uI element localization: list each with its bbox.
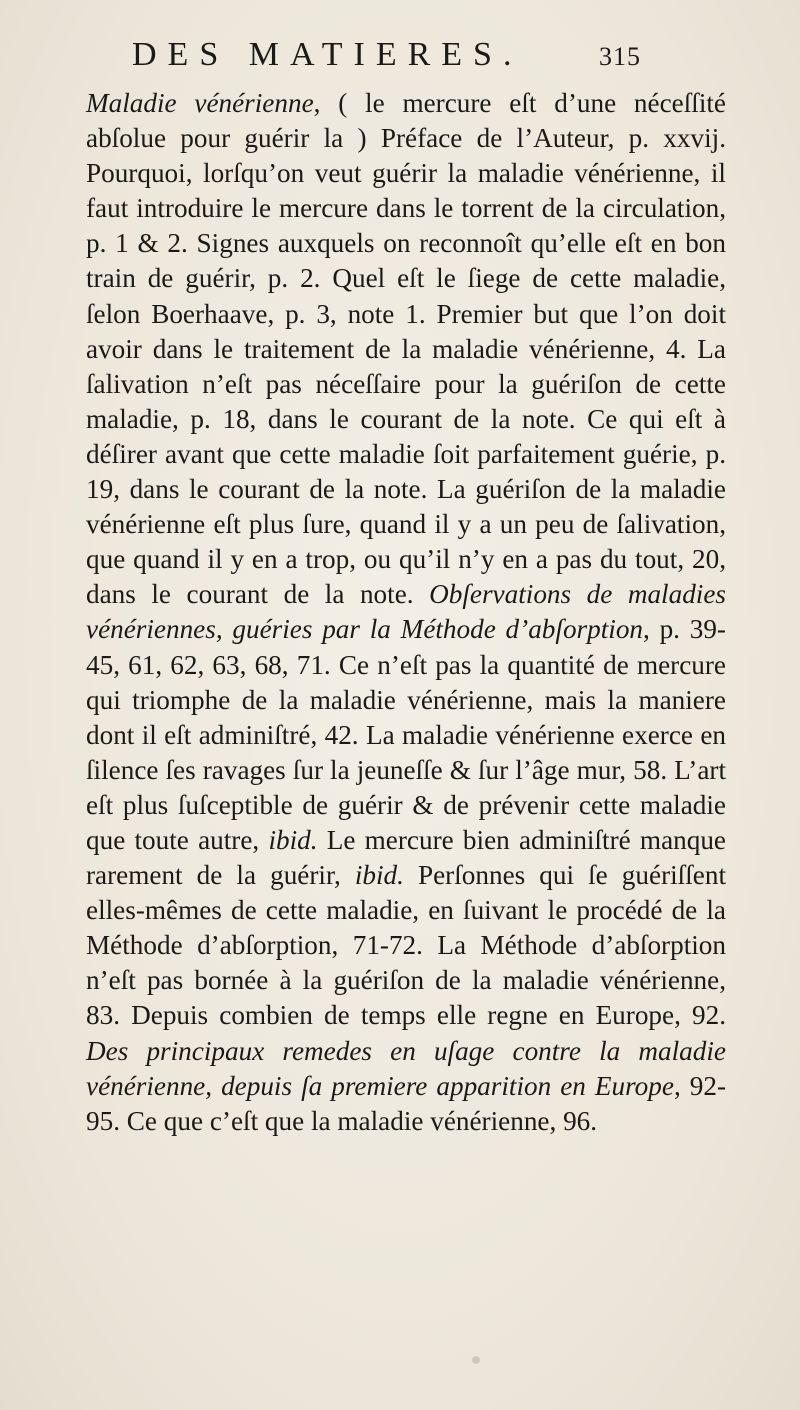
running-header	[132, 36, 692, 74]
paper-speck	[472, 1356, 480, 1364]
entry-text-4: Perſonnes qui ſe guériſſent elles-mêmes de cette maladie, en ſuivant le procédé de la Méthode d’abſorption, 71-72. La Méthode d’abſorption n’eſt pas bornée à la guériſon de la maladie vénérienne, 83. Depuis combien de temps elle regne en Europe, 92.	[86, 860, 726, 1031]
entry-paragraph	[86, 86, 726, 1139]
entry-italic-1: Obſervations de maladies vénériennes, guéries par la Méthode d’abſorption	[86, 579, 727, 645]
entry-text-5: , 92-95. Ce que c’eſt que la maladie vénérienne, 96.	[86, 1070, 726, 1136]
page-number: 315	[599, 42, 641, 71]
entry-italic-2: ibid.	[268, 824, 318, 855]
header-title: DES MATIERES.	[132, 36, 523, 73]
entry-heading: Maladie vénérienne	[86, 88, 314, 118]
entry-italic-3: ibid.	[354, 860, 404, 891]
index-entry	[86, 86, 726, 1139]
entry-text-1: , ( le mercure eſt d’une néceſſité abſolue pour guérir la ) Préface de l’Auteur, p. xxvij. Pourquoi, lorſqu’on veut guérir la maladie vénérienne, il faut introduire le mercure dans le torrent de la circulation, p. 1 & 2. Signes auxquels on reconnoît qu’elle eſt en bon train de guérir, p. 2. Quel eſt le ſiege de cette maladie, ſelon Boerhaave, p. 3, note 1. Premier but que l’on doit avoir dans le traitement de la maladie vénérienne, 4. La ſalivation n’eſt pas néceſſaire pour la guériſon de cette maladie, p. 18, dans le courant de la note. Ce qui eſt à déſirer avant que cette maladie ſoit parfaitement guérie, p. 19, dans le courant de la note. La guériſon de la maladie vénérienne eſt plus ſure, quand il y a un peu de ſalivation, que quand il y en a trop, ou qu’il n’y en a pas du tout, 20, dans le courant de la note.	[86, 88, 726, 610]
entry-italic-4: Des principaux remedes en uſage contre la maladie vénérienne, depuis ſa premiere apparition en Europe	[86, 1035, 726, 1101]
entry-text-3: Le mercure bien adminiſtré manque rarement de la guérir,	[86, 824, 726, 891]
entry-text-2: , p. 39-45, 61, 62, 63, 68, 71. Ce n’eſt pas la quantité de mercure qui triomphe de la maladie vénérienne, mais la maniere dont il eſt adminiſtré, 42. La maladie vénérienne exerce en ſilence ſes ravages ſur la jeuneſſe & ſur l’âge mur, 58. L’art eſt plus ſuſceptible de guérir & de prévenir cette maladie que toute autre,	[86, 614, 726, 855]
